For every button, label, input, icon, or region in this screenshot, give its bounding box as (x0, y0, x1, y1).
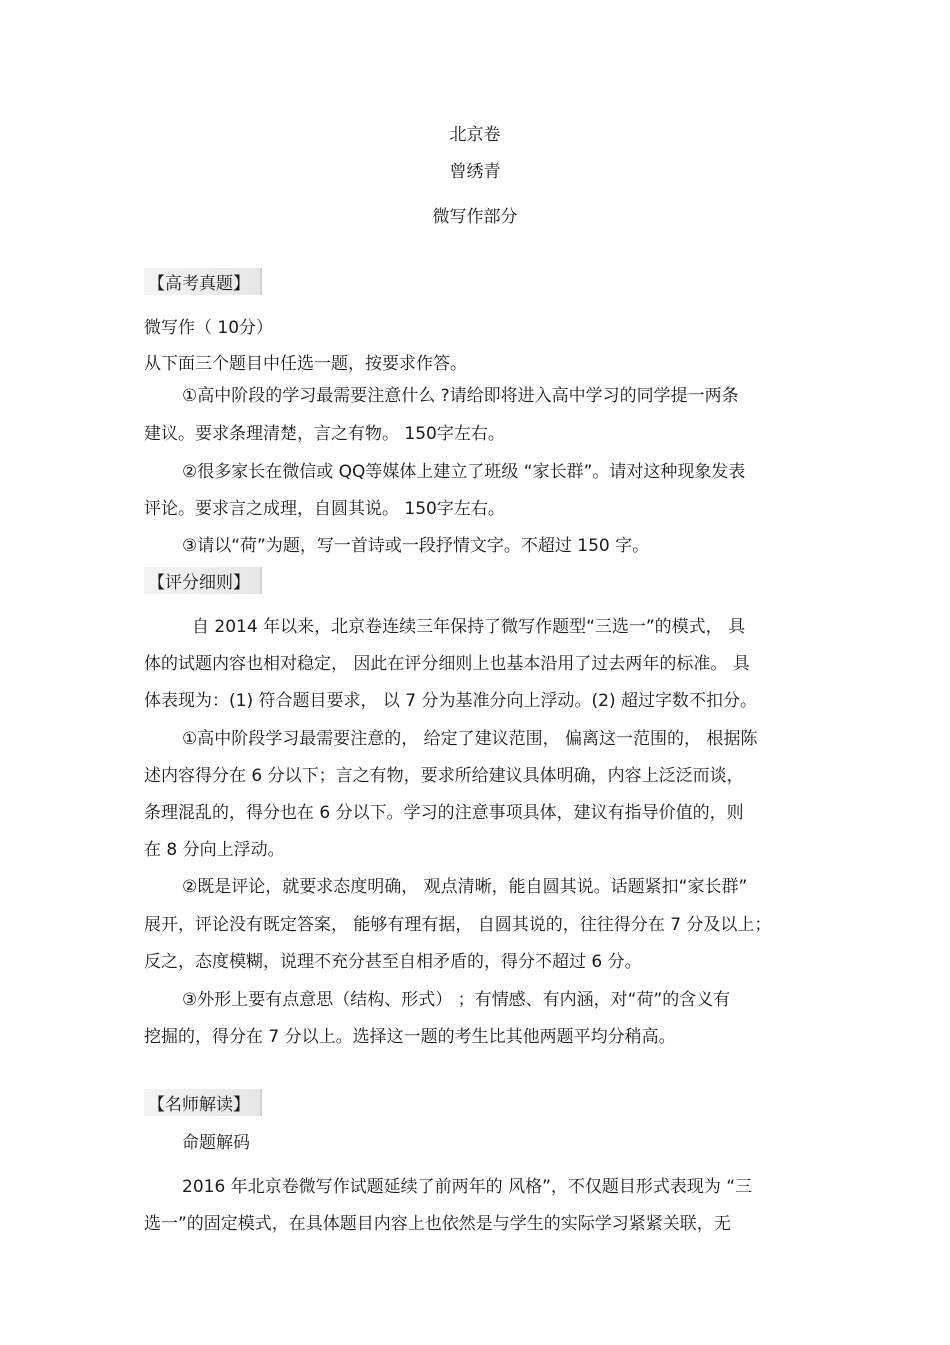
section-title: 微写作部分 (432, 207, 518, 227)
question-2-line-1: ②很多家长在微信或 QQ等媒体上建立了班级 “家长群”。请对这种现象发表 (182, 462, 746, 482)
rules-p3-line-3: 反之，态度模糊，说理不充分甚至自相矛盾的，得分不超过 6 分。 (144, 952, 642, 972)
section-tag-exam: 【高考真题】 (144, 268, 262, 295)
analysis-subheading: 命题解码 (182, 1133, 250, 1153)
question-3: ③请以“荷”为题，写一首诗或一段抒情文字。不超过 150 字。 (182, 536, 650, 556)
rules-p1-line-3: 体表现为：(1) 符合题目要求， 以 7 分为基准分向上浮动。(2) 超过字数不扣分。 (144, 691, 757, 711)
exam-heading: 微写作（ 10分） (144, 318, 274, 338)
rules-p1-line-1: 自 2014 年以来，北京卷连续三年保持了微写作题型“三选一”的模式， 具 (192, 617, 746, 637)
analysis-p1-line-1: 2016 年北京卷微写作试题延续了前两年的 风格”，不仅题目形式表现为 “三 (182, 1177, 753, 1197)
rules-p2-line-1: ①高中阶段学习最需要注意的， 给定了建议范围， 偏离这一范围的， 根据陈 (182, 729, 758, 749)
rules-p2-line-4: 在 8 分向上浮动。 (144, 840, 285, 860)
rules-p1-line-2: 体的试题内容也相对稳定， 因此在评分细则上也基本沿用了过去两年的标准。 具 (144, 654, 750, 674)
section-tag-rules: 【评分细则】 (144, 567, 262, 594)
author-name: 曾绣青 (449, 162, 501, 182)
rules-p4-line-1: ③外形上要有点意思（结构、形式） ；有情感、有内涵，对“荷”的含义有 (182, 990, 731, 1010)
section-tag-analysis: 【名师解读】 (144, 1089, 262, 1116)
exam-instruction: 从下面三个题目中任选一题，按要求作答。 (144, 354, 467, 374)
question-2-line-2: 评论。要求言之成理，自圆其说。 150字左右。 (144, 499, 505, 519)
rules-p2-line-3: 条理混乱的，得分也在 6 分以下。学习的注意事项具体，建议有指导价值的，则 (144, 803, 744, 823)
rules-p2-line-2: 述内容得分在 6 分以下；言之有物，要求所给建议具体明确，内容上泛泛而谈， (144, 766, 744, 786)
document-title: 北京卷 (449, 125, 501, 145)
rules-p3-line-2: 展开，评论没有既定答案， 能够有理有据， 自圆其说的，往往得分在 7 分及以上； (144, 915, 772, 935)
question-1-line-1: ①高中阶段的学习最需要注意什么 ?请给即将进入高中学习的同学提一两条 (182, 386, 739, 406)
rules-p4-line-2: 挖掘的，得分在 7 分以上。选择这一题的考生比其他两题平均分稍高。 (144, 1027, 676, 1047)
question-1-line-2: 建议。要求条理清楚，言之有物。 150字左右。 (144, 424, 505, 444)
rules-p3-line-1: ②既是评论，就要求态度明确， 观点清晰，能自圆其说。话题紧扣“家长群” (182, 877, 748, 897)
analysis-p1-line-2: 选一”的固定模式，在具体题目内容上也依然是与学生的实际学习紧紧关联，无 (144, 1214, 731, 1234)
